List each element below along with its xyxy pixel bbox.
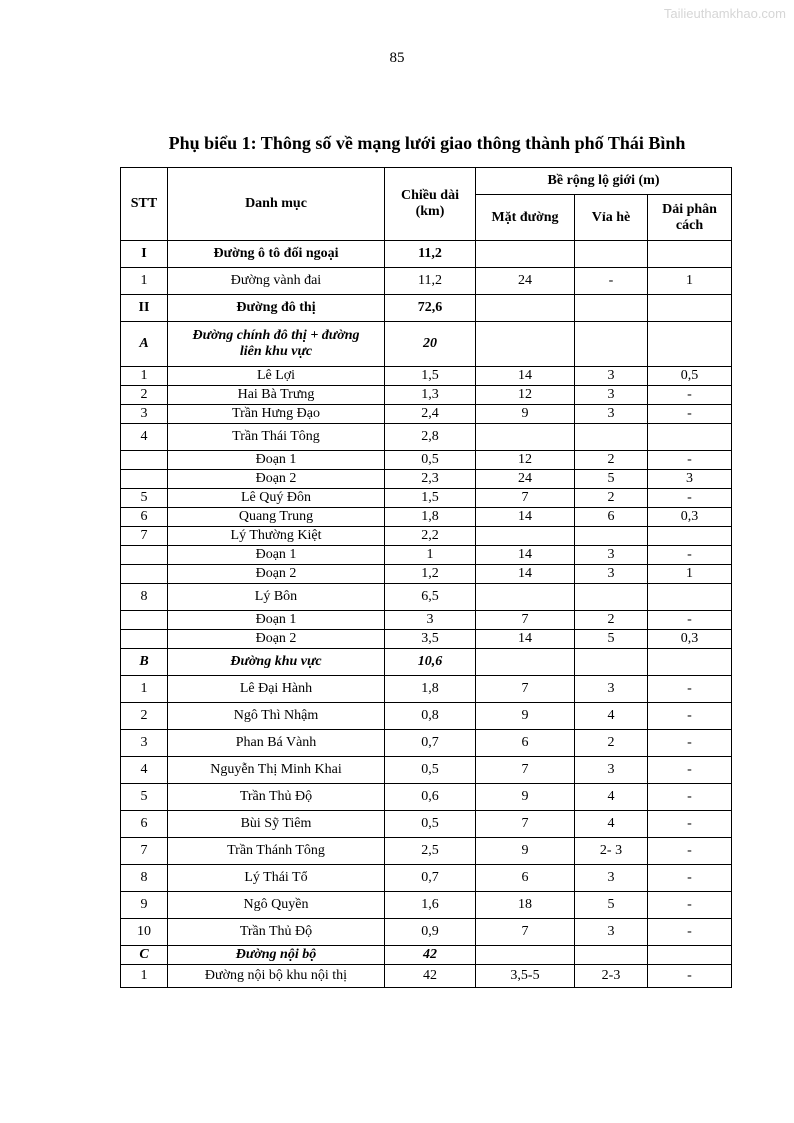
cell-stt: 6 [121,508,168,527]
cell-via-he [575,295,648,322]
cell-via-he [575,584,648,611]
cell-dai-phan-cach [648,649,732,676]
cell-via-he [575,946,648,965]
cell-length: 1 [385,546,476,565]
cell-length: 2,8 [385,424,476,451]
cell-stt: 1 [121,676,168,703]
cell-stt: 5 [121,489,168,508]
cell-name: Lý Thường Kiệt [168,527,385,546]
table-row [121,703,732,730]
cell-name: Đường chính đô thị + đường liên khu vực [168,322,385,367]
header-danh-muc: Danh mục [168,168,385,241]
cell-mat-duong [476,584,575,611]
road-network-table [120,167,732,988]
table-row [121,584,732,611]
cell-length: 0,9 [385,919,476,946]
table-row [121,295,732,322]
header-mat-duong: Mặt đường [476,195,575,241]
cell-length: 1,5 [385,489,476,508]
cell-via-he [575,241,648,268]
cell-length: 0,5 [385,811,476,838]
cell-name: Đường vành đai [168,268,385,295]
cell-name: Trần Thái Tông [168,424,385,451]
cell-via-he: 3 [575,367,648,386]
cell-length: 2,4 [385,405,476,424]
cell-stt [121,611,168,630]
cell-dai-phan-cach: - [648,703,732,730]
table-row [121,405,732,424]
cell-name: Đường khu vực [168,649,385,676]
cell-stt: 2 [121,386,168,405]
table-row [121,322,732,367]
page-number: 85 [389,50,405,66]
cell-stt: 10 [121,919,168,946]
table-row [121,386,732,405]
cell-length: 2,3 [385,470,476,489]
cell-name: Ngô Thì Nhậm [168,703,385,730]
cell-name: Ngô Quyền [168,892,385,919]
table-row [121,865,732,892]
cell-stt: 4 [121,757,168,784]
cell-mat-duong [476,295,575,322]
cell-via-he [575,527,648,546]
cell-dai-phan-cach [648,322,732,367]
cell-stt: C [121,946,168,965]
cell-dai-phan-cach: - [648,489,732,508]
table-row [121,451,732,470]
page-title: Phụ biểu 1: Thông số về mạng lưới giao thông thành phố Thái Bình [168,133,686,153]
cell-name: Lê Lợi [168,367,385,386]
cell-name: Đường ô tô đối ngoại [168,241,385,268]
cell-length: 1,5 [385,367,476,386]
cell-name: Trần Hưng Đạo [168,405,385,424]
cell-mat-duong: 14 [476,367,575,386]
cell-length: 0,5 [385,757,476,784]
table-row [121,757,732,784]
cell-mat-duong: 7 [476,676,575,703]
cell-name: Đường đô thị [168,295,385,322]
cell-dai-phan-cach: - [648,546,732,565]
cell-mat-duong: 9 [476,838,575,865]
cell-name: Lê Đại Hành [168,676,385,703]
table-row [121,946,732,965]
table-row [121,892,732,919]
cell-length: 72,6 [385,295,476,322]
cell-dai-phan-cach: - [648,757,732,784]
cell-stt: 8 [121,865,168,892]
cell-stt: 4 [121,424,168,451]
table-row [121,268,732,295]
cell-length: 0,7 [385,865,476,892]
cell-dai-phan-cach: - [648,611,732,630]
cell-name: Quang Trung [168,508,385,527]
cell-name: Hai Bà Trưng [168,386,385,405]
cell-via-he: 5 [575,470,648,489]
cell-name: Đoạn 1 [168,546,385,565]
table-row [121,838,732,865]
cell-stt: 5 [121,784,168,811]
cell-length: 42 [385,965,476,988]
cell-via-he: 2- 3 [575,838,648,865]
cell-mat-duong: 3,5-5 [476,965,575,988]
cell-via-he: 3 [575,546,648,565]
cell-name: Đường nội bộ khu nội thị [168,965,385,988]
cell-mat-duong: 6 [476,730,575,757]
cell-length: 3 [385,611,476,630]
table-row [121,565,732,584]
cell-via-he [575,424,648,451]
cell-via-he: 3 [575,676,648,703]
cell-mat-duong: 18 [476,892,575,919]
cell-stt: 6 [121,811,168,838]
table-row [121,424,732,451]
cell-stt [121,565,168,584]
cell-length: 0,8 [385,703,476,730]
cell-mat-duong: 24 [476,268,575,295]
cell-mat-duong: 14 [476,508,575,527]
cell-via-he: 3 [575,757,648,784]
cell-length: 11,2 [385,268,476,295]
cell-via-he: 4 [575,703,648,730]
cell-dai-phan-cach: 3 [648,470,732,489]
table-row [121,470,732,489]
cell-mat-duong: 7 [476,489,575,508]
cell-dai-phan-cach: - [648,811,732,838]
cell-stt: 3 [121,405,168,424]
cell-length: 3,5 [385,630,476,649]
cell-dai-phan-cach: - [648,865,732,892]
header-row-top [121,168,732,195]
header-chieu-dai: Chiều dài (km) [385,168,476,241]
header-via-he: Vỉa hè [575,195,648,241]
header-be-rong: Bề rộng lộ giới (m) [476,168,732,195]
cell-length: 20 [385,322,476,367]
table-row [121,676,732,703]
cell-mat-duong [476,322,575,367]
cell-dai-phan-cach: - [648,892,732,919]
cell-mat-duong: 7 [476,757,575,784]
cell-via-he: 3 [575,865,648,892]
cell-dai-phan-cach [648,424,732,451]
table-row [121,546,732,565]
table-row [121,811,732,838]
cell-via-he: 6 [575,508,648,527]
cell-mat-duong: 7 [476,811,575,838]
cell-dai-phan-cach: - [648,838,732,865]
cell-mat-duong: 12 [476,386,575,405]
cell-name: Đoạn 2 [168,565,385,584]
watermark: Tailieuthamkhao.com [663,6,786,21]
cell-via-he: 4 [575,811,648,838]
cell-length: 1,8 [385,676,476,703]
cell-name: Bùi Sỹ Tiêm [168,811,385,838]
cell-dai-phan-cach: - [648,386,732,405]
cell-via-he: 2 [575,489,648,508]
table-body [121,241,732,988]
table-row [121,508,732,527]
cell-dai-phan-cach [648,527,732,546]
cell-length: 2,5 [385,838,476,865]
cell-name: Đoạn 1 [168,451,385,470]
cell-dai-phan-cach: - [648,784,732,811]
cell-length: 1,3 [385,386,476,405]
cell-via-he [575,322,648,367]
cell-mat-duong: 7 [476,919,575,946]
cell-length: 1,8 [385,508,476,527]
table-row [121,611,732,630]
cell-mat-duong [476,649,575,676]
cell-via-he: 4 [575,784,648,811]
cell-length: 11,2 [385,241,476,268]
cell-stt: II [121,295,168,322]
cell-mat-duong [476,946,575,965]
cell-dai-phan-cach [648,241,732,268]
cell-length: 1,6 [385,892,476,919]
cell-name: Trần Thủ Độ [168,784,385,811]
cell-name: Lê Quý Đôn [168,489,385,508]
cell-mat-duong: 6 [476,865,575,892]
cell-dai-phan-cach [648,946,732,965]
table-row [121,527,732,546]
table-row [121,367,732,386]
cell-stt: 3 [121,730,168,757]
cell-length: 1,2 [385,565,476,584]
table-row [121,489,732,508]
table-row [121,630,732,649]
table-row [121,965,732,988]
cell-via-he: 3 [575,919,648,946]
cell-dai-phan-cach [648,295,732,322]
cell-name: Lý Thái Tổ [168,865,385,892]
table-row [121,919,732,946]
cell-length: 0,5 [385,451,476,470]
cell-via-he: 3 [575,386,648,405]
cell-stt: 1 [121,367,168,386]
cell-length: 42 [385,946,476,965]
cell-mat-duong [476,527,575,546]
cell-dai-phan-cach: 0,3 [648,630,732,649]
cell-stt [121,451,168,470]
header-stt: STT [121,168,168,241]
cell-stt: 1 [121,268,168,295]
cell-mat-duong: 14 [476,546,575,565]
table-row [121,730,732,757]
cell-via-he: - [575,268,648,295]
cell-stt: 9 [121,892,168,919]
cell-length: 0,6 [385,784,476,811]
cell-mat-duong [476,424,575,451]
cell-via-he [575,649,648,676]
cell-dai-phan-cach: - [648,730,732,757]
cell-dai-phan-cach: 1 [648,565,732,584]
cell-dai-phan-cach: 0,5 [648,367,732,386]
cell-stt: 7 [121,838,168,865]
cell-mat-duong: 9 [476,405,575,424]
cell-via-he: 2-3 [575,965,648,988]
cell-dai-phan-cach: - [648,919,732,946]
cell-stt: 7 [121,527,168,546]
cell-via-he: 5 [575,630,648,649]
cell-length: 0,7 [385,730,476,757]
cell-stt [121,546,168,565]
cell-stt: 2 [121,703,168,730]
cell-name: Phan Bá Vành [168,730,385,757]
cell-length: 10,6 [385,649,476,676]
cell-dai-phan-cach: 1 [648,268,732,295]
cell-stt [121,630,168,649]
cell-name: Đoạn 2 [168,470,385,489]
cell-name: Lý Bôn [168,584,385,611]
cell-mat-duong [476,241,575,268]
cell-stt [121,470,168,489]
cell-name: Trần Thủ Độ [168,919,385,946]
cell-mat-duong: 24 [476,470,575,489]
cell-stt: B [121,649,168,676]
cell-stt: A [121,322,168,367]
cell-dai-phan-cach [648,584,732,611]
cell-name: Đường nội bộ [168,946,385,965]
cell-via-he: 2 [575,611,648,630]
cell-stt: 8 [121,584,168,611]
cell-via-he: 5 [575,892,648,919]
cell-mat-duong: 9 [476,703,575,730]
cell-name: Đoạn 2 [168,630,385,649]
cell-name: Nguyễn Thị Minh Khai [168,757,385,784]
cell-mat-duong: 7 [476,611,575,630]
cell-mat-duong: 14 [476,565,575,584]
table-row [121,649,732,676]
table-row [121,241,732,268]
cell-name: Đoạn 1 [168,611,385,630]
cell-stt: 1 [121,965,168,988]
cell-dai-phan-cach: - [648,405,732,424]
table-row [121,784,732,811]
cell-mat-duong: 12 [476,451,575,470]
cell-via-he: 2 [575,730,648,757]
cell-length: 2,2 [385,527,476,546]
cell-dai-phan-cach: - [648,965,732,988]
cell-via-he: 2 [575,451,648,470]
header-dai-phan-cach: Dải phân cách [648,195,732,241]
cell-mat-duong: 9 [476,784,575,811]
cell-dai-phan-cach: 0,3 [648,508,732,527]
cell-mat-duong: 14 [476,630,575,649]
cell-name: Trần Thánh Tông [168,838,385,865]
cell-via-he: 3 [575,405,648,424]
cell-length: 6,5 [385,584,476,611]
cell-stt: I [121,241,168,268]
cell-via-he: 3 [575,565,648,584]
cell-dai-phan-cach: - [648,676,732,703]
cell-dai-phan-cach: - [648,451,732,470]
